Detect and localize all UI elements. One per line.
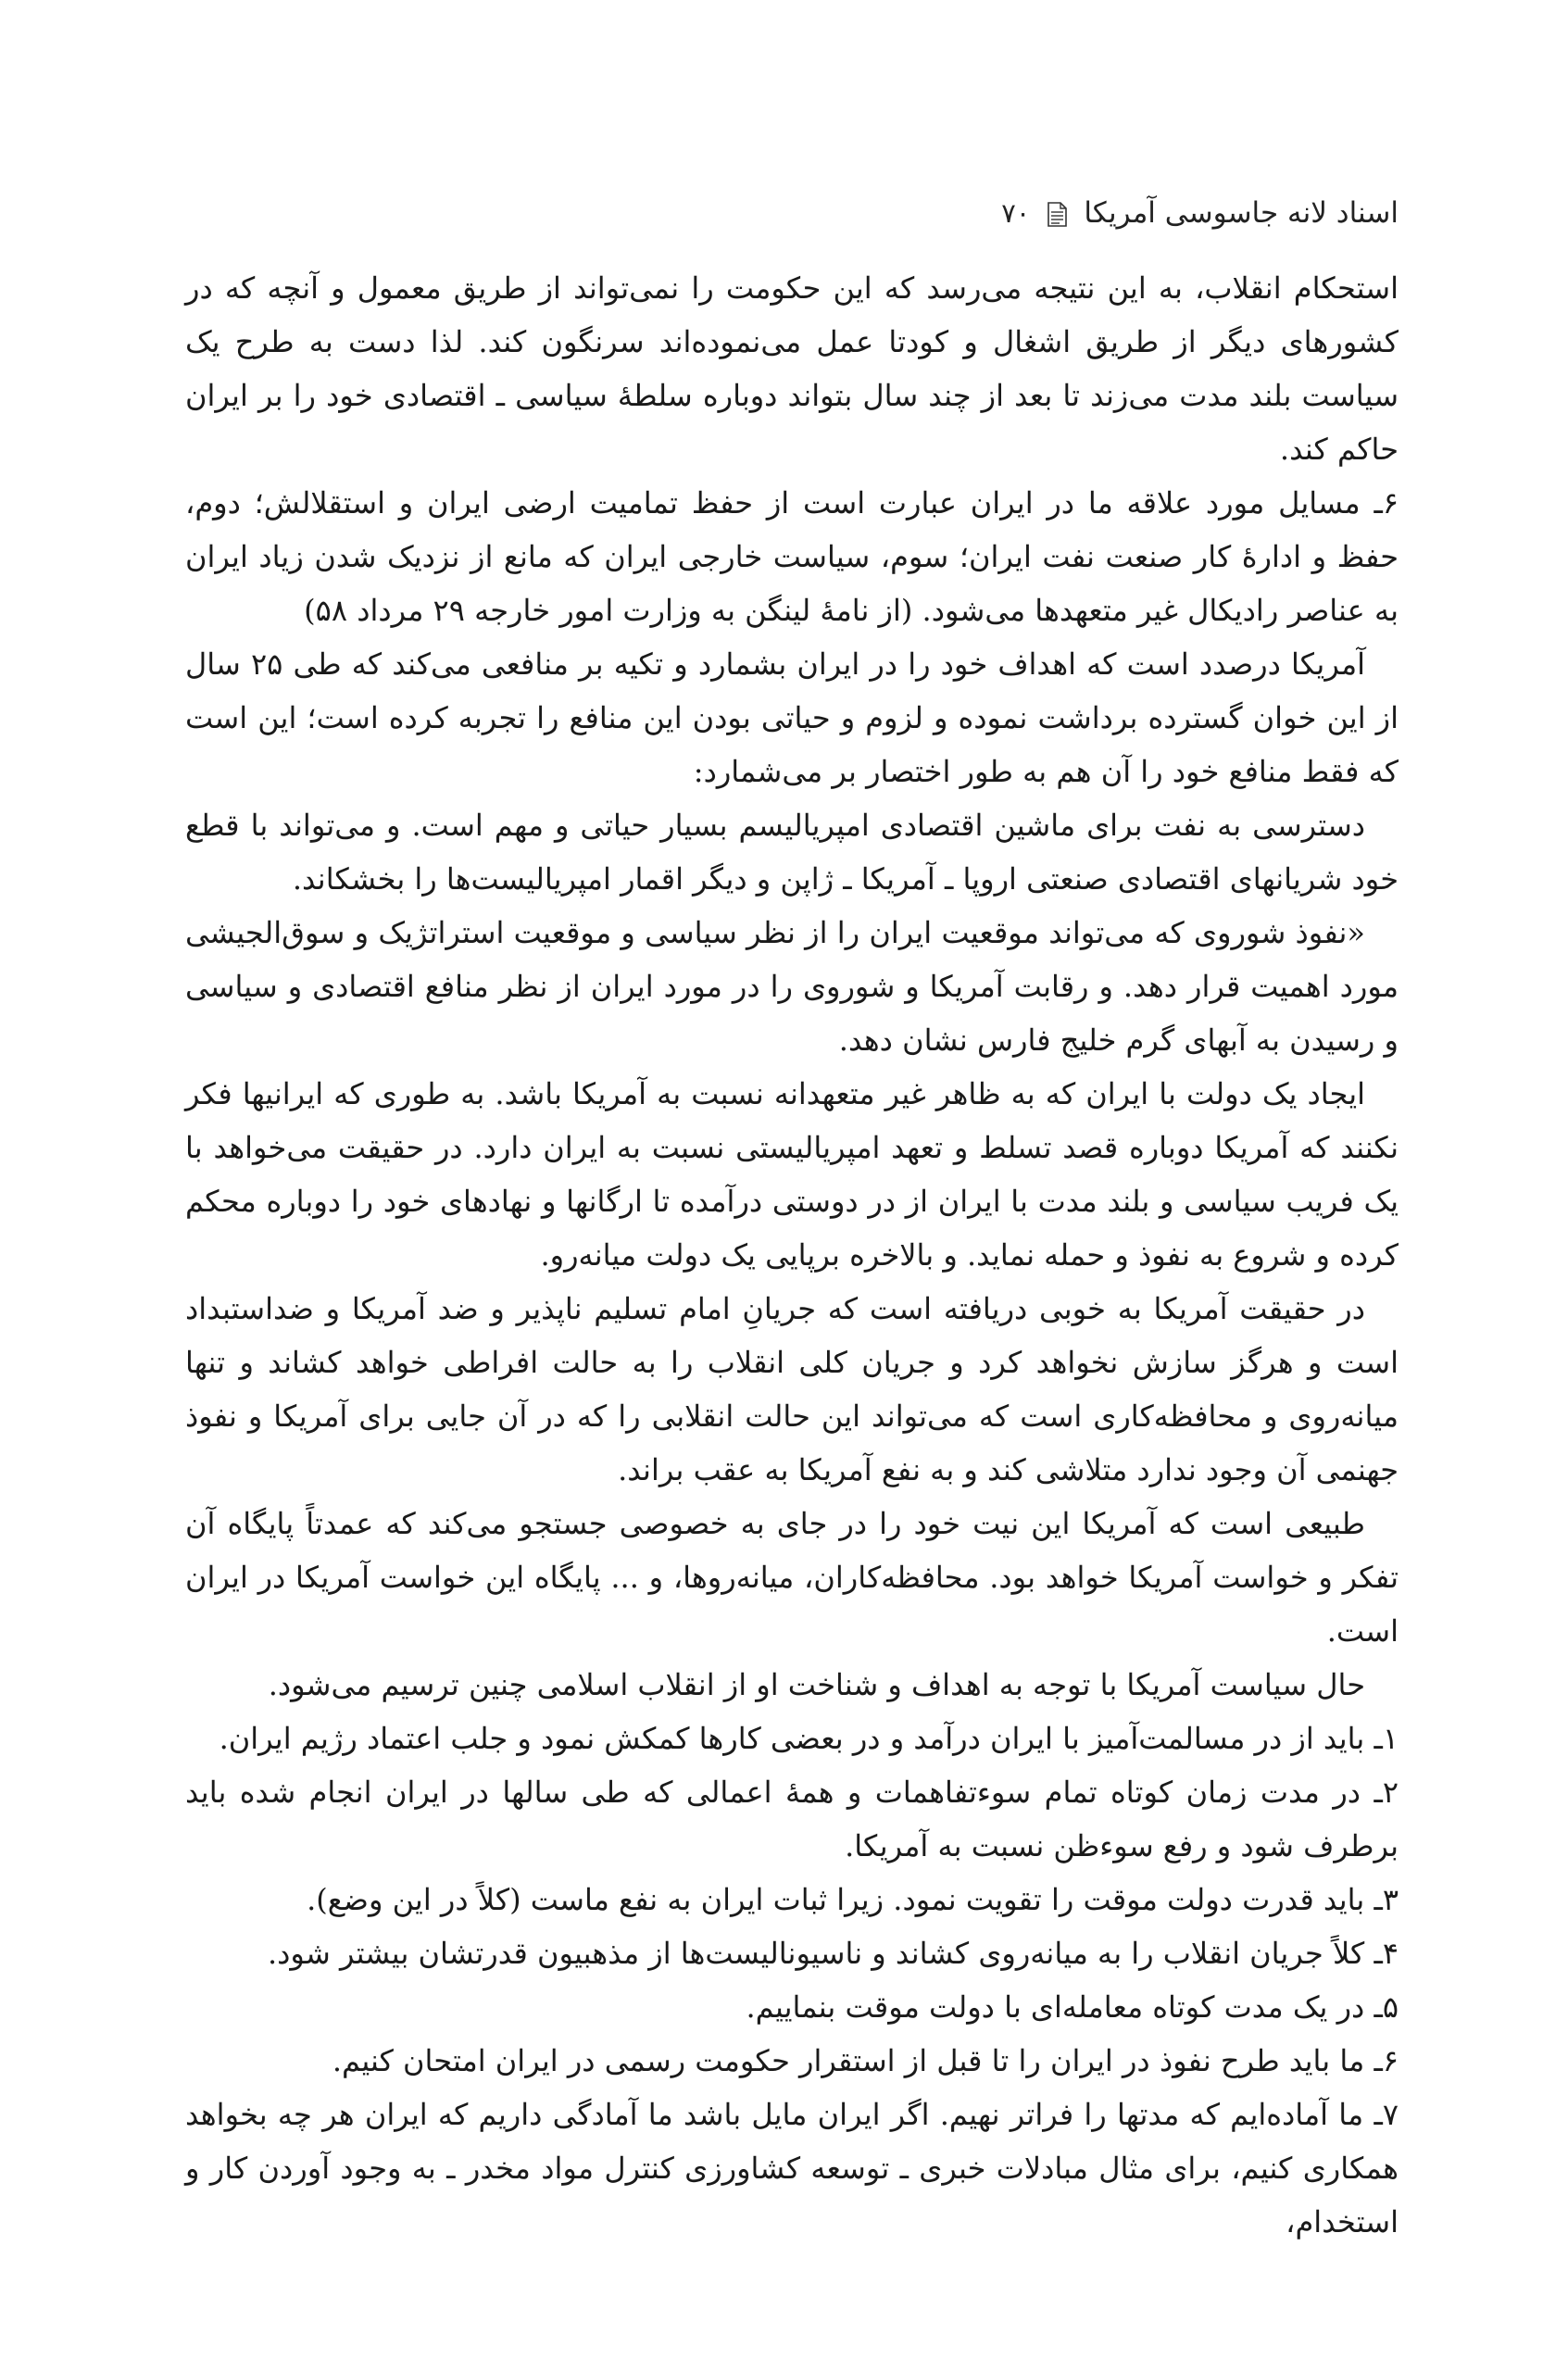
list-item: ۶ـ ما باید طرح نفوذ در ایران را تا قبل از استقرار حکومت رسمی در ایران امتحان کنیم.	[332, 2043, 1399, 2078]
paragraph: طبیعی است که آمریکا این نیت خود را در جای به خصوصی جستجو می‌کند که عمدتاً پایگاه آن تفکر و خواست آمریکا خواهد بود. محافظه‌کاران، میانه‌روها، و ... پایگاه این خواست آمریکا در ایران است.	[185, 1506, 1399, 1649]
running-header	[185, 190, 1399, 236]
body-text	[185, 261, 1399, 2249]
list-item: ۷ـ ما آماده‌ایم که مدتها را فراتر نهیم. اگر ایران مایل باشد ما آمادگی داریم که ایران هر چه بخواهد همکاری کنیم، برای مثال مبادلات خبری ـ توسعه کشاورزی کنترل مواد مخدر ـ به وجود آوردن کار و استخدام،	[185, 2097, 1399, 2239]
numbered-paragraph: ۶ـ مسایل مورد علاقه ما در ایران عبارت است از حفظ تمامیت ارضی ایران و استقلالش؛ دوم، حفظ و ادارهٔ کار صنعت نفت ایران؛ سوم، سیاست خارجی ایران که مانع از نزدیک شدن زیاد ایران به عناصر رادیکال غیر متعهدها می‌شود. (از نامهٔ لینگن به وزارت امور خارجه ۲۹ مرداد ۵۸)	[185, 485, 1399, 628]
paragraph: آمریکا درصدد است که اهداف خود را در ایران بشمارد و تکیه بر منافعی می‌کند که طی ۲۵ سال از این خوان گسترده برداشت نموده و لزوم و حیاتی بودن این منافع را تجربه کرده است؛ این است که فقط منافع خود را آن هم به طور اختصار بر می‌شمارد:	[185, 646, 1399, 789]
paragraph: حال سیاست آمریکا با توجه به اهداف و شناخت او از انقلاب اسلامی چنین ترسیم می‌شود.	[268, 1667, 1365, 1702]
paragraph: دسترسی به نفت برای ماشین اقتصادی امپریالیسم بسیار حیاتی و مهم است. و می‌تواند با قطع خود شریانهای اقتصادی صنعتی اروپا ـ آمریکا ـ ژاپن و دیگر اقمار امپریالیست‌ها را بخشکاند.	[185, 808, 1399, 897]
paragraph: ایجاد یک دولت با ایران که به ظاهر غیر متعهدانه نسبت به آمریکا باشد. به طوری که ایرانیها فکر نکنند که آمریکا دوباره قصد تسلط و تعهد امپریالیستی نسبت به ایران دارد. در حقیقت می‌خواهد با یک فریب سیاسی و بلند مدت با ایران از در دوستی درآمده تا ارگانها و نهادهای خود را دوباره محکم کرده و شروع به نفوذ و حمله نماید. و بالاخره برپایی یک دولت میانه‌رو.	[185, 1076, 1399, 1273]
list-item: ۱ـ باید از در مسالمت‌آمیز با ایران درآمد و در بعضی کارها کمکش نمود و جلب اعتماد رژیم ایران.	[219, 1721, 1399, 1756]
document-icon	[1047, 201, 1067, 226]
list-item: ۴ـ کلاً جریان انقلاب را به میانه‌روی کشاند و ناسیونالیست‌ها از مذهبیون قدرتشان بیشتر شود.	[268, 1936, 1399, 1971]
list-item: ۵ـ در یک مدت کوتاه معامله‌ای با دولت موقت بنماییم.	[746, 1989, 1399, 2025]
paragraph: در حقیقت آمریکا به خوبی دریافته است که جریانِ امام تسلیم ناپذیر و ضد آمریکا و ضداستبداد است و هرگز سازش نخواهد کرد و جریان کلی انقلاب را به حالت افراطی خواهد کشاند و تنها میانه‌روی و محافظه‌کاری است که می‌تواند این حالت انقلابی را که در آن جایی برای آمریکا و نفوذ جهنمی آن وجود ندارد متلاشی کند و به نفع آمریکا به عقب براند.	[185, 1291, 1399, 1487]
paragraph: استحکام انقلاب، به این نتیجه می‌رسد که این حکومت را نمی‌تواند از طریق معمول و آنچه که در کشورهای دیگر از طریق اشغال و کودتا عمل می‌نموده‌اند سرنگون کند. لذا دست به طرح یک سیاست بلند مدت می‌زند تا بعد از چند سال بتواند دوباره سلطهٔ سیاسی ـ اقتصادی خود را بر ایران حاکم کند.	[185, 270, 1399, 467]
paragraph: «نفوذ شوروی که می‌تواند موقعیت ایران را از نظر سیاسی و موقعیت استراتژیک و سوق‌الجیشی مورد اهمیت قرار دهد. و رقابت آمریکا و شوروی را در مورد ایران از نظر منافع اقتصادی و سیاسی و رسیدن به آبهای گرم خلیج فارس نشان دهد.	[185, 915, 1399, 1058]
list-item: ۲ـ در مدت زمان کوتاه تمام سوءتفاهمات و همهٔ اعمالی که طی سالها در ایران انجام شده باید برطرف شود و رفع سوءظن نسبت به آمریکا.	[185, 1775, 1399, 1863]
book-title: اسناد لانه جاسوسی آمریکا	[1084, 196, 1399, 230]
list-item: ۳ـ باید قدرت دولت موقت را تقویت نمود. زیرا ثبات ایران به نفع ماست (کلاً در این وضع).	[307, 1882, 1399, 1917]
page-number: ۷۰	[1001, 197, 1031, 229]
